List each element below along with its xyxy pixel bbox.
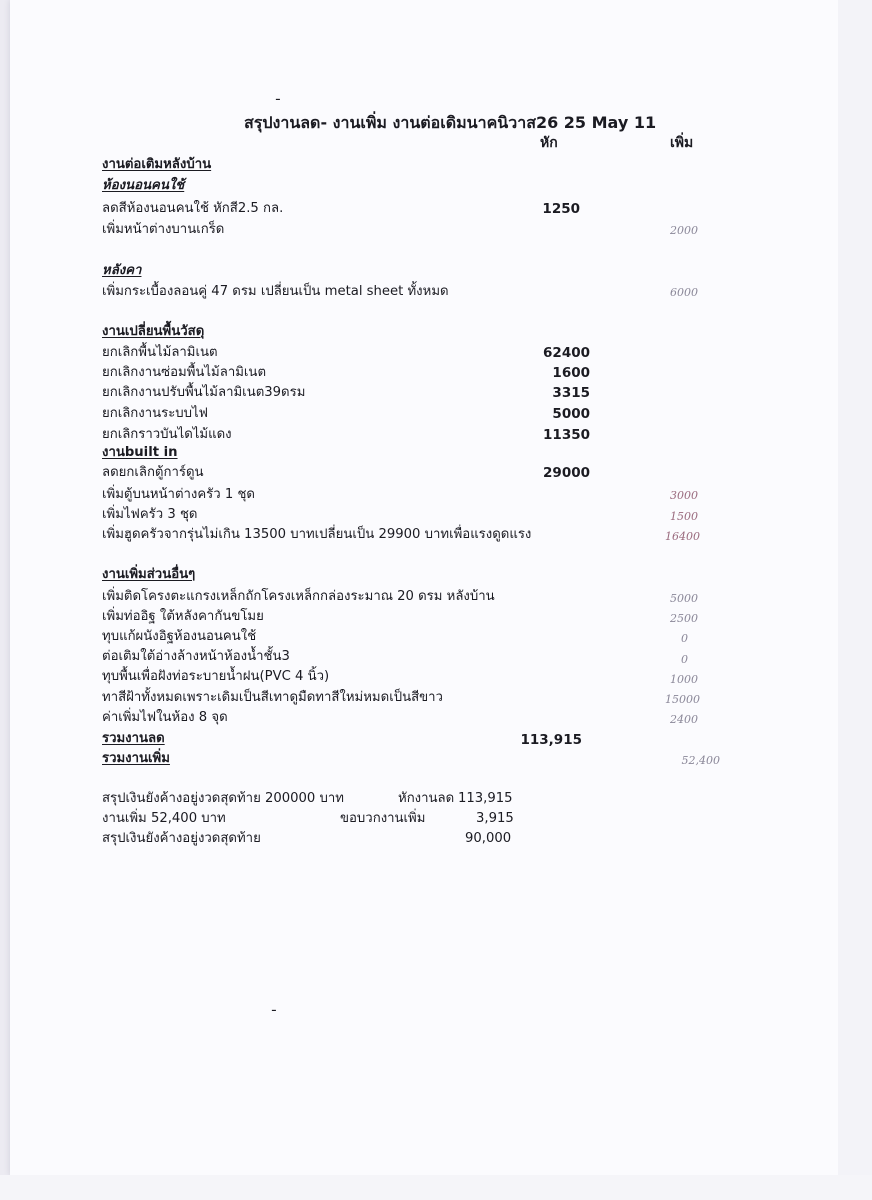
total-add-value: 52,400 bbox=[681, 754, 720, 767]
scan-bottom-edge bbox=[0, 1175, 872, 1200]
deduct-amount: 62400 bbox=[543, 345, 590, 361]
add-amount: 5000 bbox=[670, 592, 698, 605]
line-item-label: ทุบแก้ผนังอิฐห้องนอนคนใช้ bbox=[102, 629, 257, 644]
add-amount: 1500 bbox=[670, 510, 698, 523]
subheading-maid-room: ห้องนอนคนใช้ bbox=[102, 178, 185, 193]
bottom-mark: ـ bbox=[272, 1000, 276, 1015]
line-item-label: ต่อเติมใต้อ่างล้างหน้าห้องน้ำชั้น3 bbox=[102, 649, 290, 664]
add-amount: 16400 bbox=[665, 530, 700, 543]
line-item-label: เพิ่มติดโครงตะแกรงเหล็กถักโครงเหล็กกล่องระมาณ 20 ดรม หลังบ้าน bbox=[102, 589, 495, 604]
add-amount: 1000 bbox=[670, 673, 698, 686]
deduct-amount: 1250 bbox=[542, 201, 580, 217]
subheading-roof: หลังคา bbox=[102, 263, 142, 278]
deduct-amount: 1600 bbox=[552, 365, 590, 381]
summary-deduct-value: 113,915 bbox=[458, 791, 513, 806]
line-item-label: เพิ่มไฟครัว 3 ชุด bbox=[102, 507, 198, 522]
total-deduct-value: 113,915 bbox=[520, 732, 582, 748]
total-deduct-label: รวมงานลด bbox=[102, 731, 165, 746]
section-heading-built-in: งานbuilt in bbox=[102, 445, 178, 460]
column-header-deduct: หัก bbox=[540, 135, 558, 151]
deduct-amount: 29000 bbox=[543, 465, 590, 481]
line-item-label: ยกเลิกพื้นไม้ลามิเนต bbox=[102, 345, 218, 360]
summary-deduct-label: หักงานลด bbox=[398, 791, 455, 806]
add-amount: 2400 bbox=[670, 713, 698, 726]
deduct-amount: 11350 bbox=[543, 427, 590, 443]
section-heading-rear-extension: งานต่อเติมหลังบ้าน bbox=[102, 157, 212, 172]
total-add-label: รวมงานเพิ่ม bbox=[102, 751, 170, 766]
line-item-label: ค่าเพิ่มไฟในห้อง 8 จุด bbox=[102, 710, 228, 725]
line-item-label: เพิ่มหน้าต่างบานเกร็ด bbox=[102, 222, 225, 237]
column-header-add: เพิ่ม bbox=[670, 135, 694, 151]
summary-final-value: 90,000 bbox=[465, 831, 512, 846]
line-item-label: ยกเลิกงานซ่อมพื้นไม้ลามิเนต bbox=[102, 365, 267, 380]
section-heading-other-additions: งานเพิ่มส่วนอื่นๆ bbox=[102, 567, 196, 582]
summary-add-label: ขอบวกงานเพิ่ม bbox=[340, 811, 426, 826]
deduct-amount: 5000 bbox=[552, 406, 590, 422]
add-amount: 0 bbox=[681, 653, 688, 666]
line-item-label: ทุบพื้นเพื่อฝังท่อระบายน้ำฝน(PVC 4 นิ้ว) bbox=[102, 669, 330, 684]
summary-line-final: สรุปเงินยังค้างอยู่งวดสุดท้าย bbox=[102, 831, 261, 846]
deduct-amount: 3315 bbox=[552, 385, 590, 401]
add-amount: 2000 bbox=[670, 224, 698, 237]
page-title: สรุปงานลด- งานเพิ่ม งานต่อเดิมนาคนิวาส26 25 May 11 bbox=[244, 113, 657, 132]
line-item-label: ลดยกเลิกตู้การ์ดูน bbox=[102, 465, 204, 480]
top-mark: ـ bbox=[276, 89, 280, 104]
scan-edge bbox=[838, 0, 872, 1200]
summary-add-value: 3,915 bbox=[476, 811, 514, 826]
line-item-label: ยกเลิกราวบันไดไม้แดง bbox=[102, 427, 232, 442]
line-item-label: ยกเลิกงานระบบไฟ bbox=[102, 406, 209, 421]
add-amount: 3000 bbox=[670, 489, 698, 502]
line-item-label: เพิ่มกระเบื้องลอนคู่ 47 ดรม เปลี่ยนเป็น metal sheet ทั้งหมด bbox=[102, 284, 449, 299]
section-heading-floor-material: งานเปลี่ยนพื้นวัสดุ bbox=[102, 324, 205, 339]
line-item-label: เพิ่มตู้บนหน้าต่างครัว 1 ชุด bbox=[102, 487, 255, 502]
summary-line-outstanding: สรุปเงินยังค้างอยู่งวดสุดท้าย 200000 บาท bbox=[102, 791, 344, 806]
add-amount: 15000 bbox=[665, 693, 700, 706]
line-item-label: เพิ่มท่ออิฐ ใต้หลังคากันขโมย bbox=[102, 609, 264, 624]
line-item-label: เพิ่มฮูดครัวจากรุ่นไม่เกิน 13500 บาทเปลี่ยนเป็น 29900 บาทเพื่อแรงดูดแรง bbox=[102, 527, 532, 542]
summary-line-add: งานเพิ่ม 52,400 บาท bbox=[102, 811, 226, 826]
line-item-label: ทาสีฝ้าทั้งหมดเพราะเดิมเป็นสีเทาดูมืดทาสีใหม่หมดเป็นสีขาว bbox=[102, 690, 443, 705]
line-item-label: ยกเลิกงานปรับพื้นไม้ลามิเนต39ดรม bbox=[102, 385, 306, 400]
add-amount: 0 bbox=[681, 632, 688, 645]
document-page bbox=[10, 0, 838, 1175]
add-amount: 6000 bbox=[670, 286, 698, 299]
line-item-label: ลดสีห้องนอนคนใช้ หักสี2.5 กล. bbox=[102, 201, 284, 216]
add-amount: 2500 bbox=[670, 612, 698, 625]
